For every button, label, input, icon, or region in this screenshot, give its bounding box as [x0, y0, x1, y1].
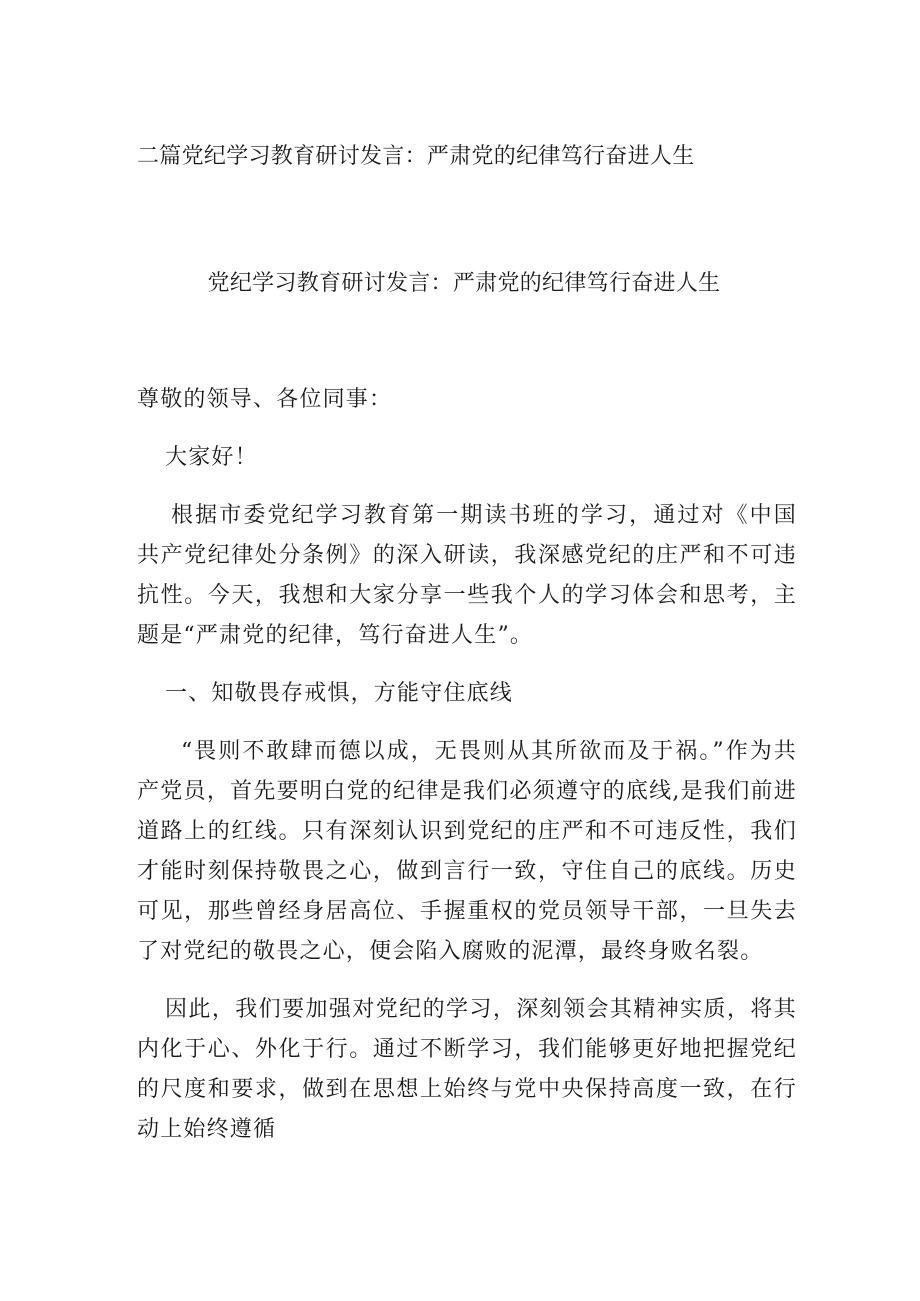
salutation: 尊敬的领导、各位同事： [137, 387, 393, 412]
paragraph-awe: “畏则不敢肆而德以成，无畏则从其所欲而及于祸。”作为共产党员，首先要明白党的纪律是我们必须遵守的底线,是我们前进道路上的红线。只有深刻认识到党纪的庄严和不可违反性，我们才能时刻保持敬畏之心，做到言行一致，守住自己的底线。历史可见，那些曾经身居高位、手握重权的党员领导干部，一旦失去了对党纪的敬畏之心，便会陷入腐败的泥潭，最终身败名裂。 [137, 739, 797, 964]
document-title: 二篇党纪学习教育研讨发言：严肃党的纪律笃行奋进人生 [137, 144, 695, 169]
document-body [137, 380, 797, 1150]
paragraph-intro: 根据市委党纪学习教育第一期读书班的学习，通过对《中国共产党纪律处分条例》的深入研读，我深感党纪的庄严和不可违抗性。今天，我想和大家分享一些我个人的学习体会和思考，主题是“严肃党的纪律，笃行奋进人生”。 [137, 503, 797, 648]
speech-heading: 党纪学习教育研讨发言：严肃党的纪律笃行奋进人生 [207, 271, 721, 296]
section-heading-1: 一、知敬畏存戒惧，方能守住底线 [165, 681, 514, 706]
greeting: 大家好！ [165, 445, 258, 470]
paragraph-study: 因此，我们要加强对党纪的学习，深刻领会其精神实质，将其内化于心、外化于行。通过不断学习，我们能够更好地把握党纪的尺度和要求，做到在思想上始终与党中央保持高度一致，在行动上始终遵循 [137, 997, 797, 1142]
